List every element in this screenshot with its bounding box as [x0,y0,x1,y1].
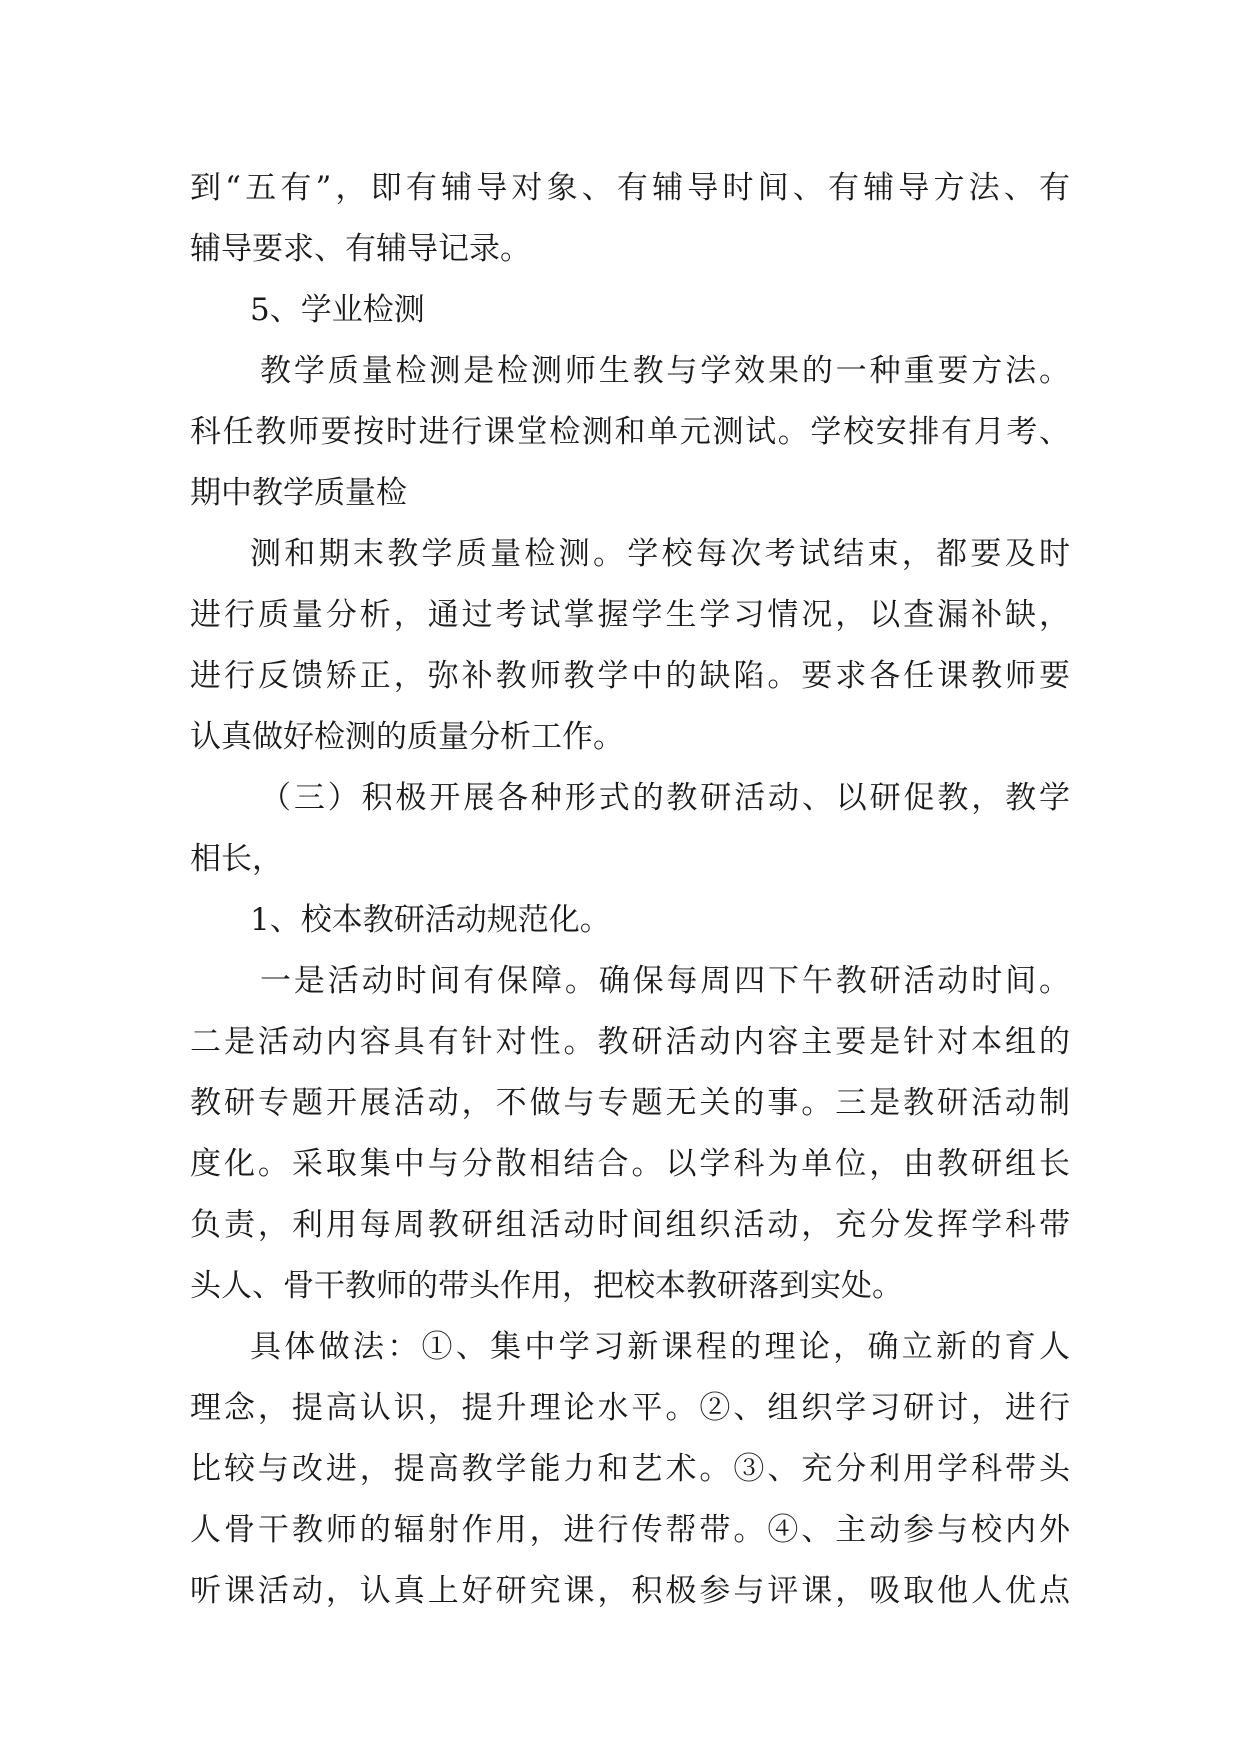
text-line: 度化。采取集中与分散相结合。以学科为单位，由教研组长 [190,1146,1070,1182]
text-line: 人骨干教师的辐射作用，进行传帮带。④、主动参与校内外 [190,1512,1070,1548]
section-heading: 相长， [190,841,283,877]
document-body [190,158,1070,1622]
text-line: 一是活动时间有保障。确保每周四下午教研活动时间。 [260,963,1070,999]
text-line: 听课活动，认真上好研究课，积极参与评课，吸取他人优点 [190,1573,1070,1609]
text-line: 头人、骨干教师的带头作用，把校本教研落到实处。 [190,1268,903,1304]
text-line: 期中教学质量检 [190,475,407,511]
text-line: 理念，提高认识，提升理论水平。②、组织学习研讨，进行 [190,1390,1070,1426]
subsection-heading: 1、校本教研活动规范化。 [250,902,611,938]
text-line: 比较与改进，提高教学能力和艺术。③、充分利用学科带头 [190,1451,1070,1487]
text-line: 辅导要求、有辅导记录。 [190,231,531,267]
text-line: 到“五有”，即有辅导对象、有辅导时间、有辅导方法、有 [190,170,1070,206]
text-line: 测和期末教学质量检测。学校每次考试结束，都要及时 [250,536,1070,572]
text-line: 进行反馈矫正，弥补教师教学中的缺陷。要求各任课教师要 [190,658,1070,694]
text-line: 负责，利用每周教研组活动时间组织活动，充分发挥学科带 [190,1207,1070,1243]
text-line: 具体做法：①、集中学习新课程的理论，确立新的育人 [250,1329,1070,1365]
text-line: 教学质量检测是检测师生教与学效果的一种重要方法。 [260,353,1070,389]
section-heading: 5、学业检测 [250,292,425,328]
text-line: 二是活动内容具有针对性。教研活动内容主要是针对本组的 [190,1024,1070,1060]
text-line: 教研专题开展活动，不做与专题无关的事。三是教研活动制 [190,1085,1070,1121]
text-line: 科任教师要按时进行课堂检测和单元测试。学校安排有月考、 [190,414,1070,450]
text-line: 进行质量分析，通过考试掌握学生学习情况，以查漏补缺， [190,597,1070,633]
text-line: 认真做好检测的质量分析工作。 [190,719,624,755]
section-heading: （三）积极开展各种形式的教研活动、以研促教，教学 [260,780,1070,816]
